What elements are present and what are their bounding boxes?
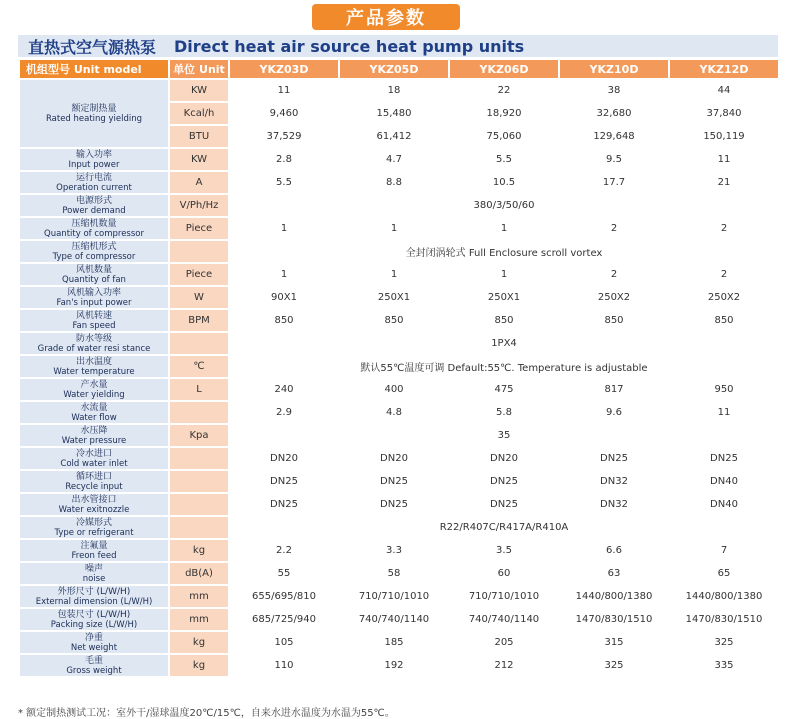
row-unit: mm [169,608,229,631]
cell: DN25 [339,470,449,493]
row-unit [169,447,229,470]
row-label-zh: 水流量 [80,402,108,413]
cell: 44 [669,79,779,102]
cell: 212 [449,654,559,677]
cell: 710/710/1010 [449,585,559,608]
row-unit: BTU [169,125,229,148]
row-label-zh: 电源形式 [75,195,112,206]
cell: 4.8 [339,401,449,424]
cell: 7 [669,539,779,562]
cell: 32,680 [559,102,669,125]
cell: DN20 [229,447,339,470]
table-row [19,631,779,654]
table-row [19,194,779,217]
row-label-en: Recycle input [65,481,123,492]
row-label-zh: 出水温度 [75,356,112,367]
cell: 1 [229,263,339,286]
cell: 3.3 [339,539,449,562]
cell: 22 [449,79,559,102]
row-unit: V/Ph/Hz [169,194,229,217]
cell: 740/740/1140 [339,608,449,631]
row-label-zh: 运行电流 [75,172,112,183]
cell: 335 [669,654,779,677]
row-label-en: Fan's input power [56,297,132,308]
header-bar [18,35,778,57]
table-row [19,309,779,332]
cell: DN25 [229,470,339,493]
row-label-zh: 风机转速 [75,310,112,321]
row-label-zh: 净重 [84,632,103,643]
row-label-power-demand [19,194,169,217]
cell-span: 35 [229,424,779,447]
row-label-en: Power demand [62,205,126,216]
cell: 9.6 [559,401,669,424]
cell: 11 [669,148,779,171]
row-label-en: Water exitnozzle [58,504,130,515]
table-row [19,585,779,608]
cell: 37,529 [229,125,339,148]
row-unit: kg [169,631,229,654]
row-unit [169,470,229,493]
row-label-water-yielding [19,378,169,401]
cell: 21 [669,171,779,194]
column-header-model-2: YKZ05D [339,59,449,79]
cell: 1 [339,263,449,286]
cell: DN25 [559,447,669,470]
row-label-en: Water yielding [63,389,125,400]
row-unit: dB(A) [169,562,229,585]
cell: 55 [229,562,339,585]
row-label-zh: 循环进口 [75,471,112,482]
cell: 475 [449,378,559,401]
cell: DN25 [229,493,339,516]
row-label-zh: 噪声 [84,563,103,574]
row-unit [169,401,229,424]
table-row [19,493,779,516]
cell: 58 [339,562,449,585]
cell: 250X2 [559,286,669,309]
row-label-compressor-type [19,240,169,263]
table-row [19,355,779,378]
table-row [19,539,779,562]
row-label-recycle-input [19,470,169,493]
table-row [19,217,779,240]
cell: 105 [229,631,339,654]
column-header-unit-model: 机组型号 Unit model [19,59,169,79]
column-header-unit: 单位 Unit [169,59,229,79]
cell: 2.9 [229,401,339,424]
row-label-external-dimension [19,585,169,608]
table-row [19,171,779,194]
cell: 37,840 [669,102,779,125]
row-label-zh: 水压降 [80,425,108,436]
row-label-net-weight [19,631,169,654]
cell: 240 [229,378,339,401]
row-label-en: Net weight [70,642,118,653]
cell: 15,480 [339,102,449,125]
column-header-model-3: YKZ06D [449,59,559,79]
row-unit: KW [169,148,229,171]
cell: 205 [449,631,559,654]
cell: 1 [449,263,559,286]
cell-span: 全封闭涡轮式 Full Enclosure scroll vortex [229,240,779,263]
cell: 2.2 [229,539,339,562]
row-label-fan-qty [19,263,169,286]
column-header-model-1: YKZ03D [229,59,339,79]
spec-body [19,79,779,677]
cell-span: 默认55℃温度可调 Default:55℃. Temperature is adjustable [229,355,779,378]
row-label-water-resistance [19,332,169,355]
row-label-zh: 风机数量 [75,264,112,275]
row-label-water-temperature [19,355,169,378]
table-row [19,516,779,539]
cell: 710/710/1010 [339,585,449,608]
row-unit [169,332,229,355]
table-row [19,79,779,102]
cell: 1440/800/1380 [559,585,669,608]
cell: DN25 [449,470,559,493]
cell: 17.7 [559,171,669,194]
row-label-refrigerant-type [19,516,169,539]
row-label-zh: 产水量 [80,379,108,390]
cell: 850 [559,309,669,332]
cell-span: 380/3/50/60 [229,194,779,217]
row-unit: Kcal/h [169,102,229,125]
row-label-en: Quantity of compressor [44,228,144,239]
row-label-packing-size [19,608,169,631]
row-label-zh: 防水等级 [75,333,112,344]
table-row [19,424,779,447]
row-unit: Kpa [169,424,229,447]
header-zh: 直热式空气源热泵 [28,37,157,57]
row-unit [169,516,229,539]
row-unit: kg [169,654,229,677]
cell: 90X1 [229,286,339,309]
row-unit: ℃ [169,355,229,378]
footnote: * 额定制热测试工况：室外干/湿球温度20℃/15℃，自来水进水温度为水温为55℃。 [18,708,395,719]
table-row [19,470,779,493]
cell: 150,119 [669,125,779,148]
row-label-en: Rated heating yielding [45,113,143,124]
row-unit [169,493,229,516]
row-label-en: Water pressure [61,435,127,446]
cell: 2 [669,263,779,286]
cell: 10.5 [449,171,559,194]
table-row [19,608,779,631]
row-label-zh: 风机输入功率 [66,287,121,298]
row-label-cold-water-inlet [19,447,169,470]
product-params-badge: 产品参数 [312,4,460,30]
row-label-zh: 额定制热量 [71,103,117,114]
row-label-water-pressure [19,424,169,447]
row-label-zh: 包装尺寸 (L/W/H) [57,609,131,620]
row-unit: BPM [169,309,229,332]
row-label-en: noise [82,573,106,584]
table-row [19,654,779,677]
cell: 8.8 [339,171,449,194]
cell: 5.5 [449,148,559,171]
table-row [19,148,779,171]
cell: 1 [339,217,449,240]
table-row [19,378,779,401]
row-label-en: Cold water inlet [60,458,128,469]
cell: 850 [449,309,559,332]
cell: 400 [339,378,449,401]
row-label-en: Water flow [71,412,117,423]
row-label-zh: 出水管接口 [71,494,117,505]
cell: 325 [559,654,669,677]
cell: 850 [669,309,779,332]
cell: 250X1 [449,286,559,309]
row-label-en: Freon feed [71,550,117,561]
cell: 850 [339,309,449,332]
table-row [19,286,779,309]
header-en: Direct heat air source heat pump units [174,36,525,56]
row-label-fan-speed [19,309,169,332]
cell: DN20 [339,447,449,470]
row-label-rated-heating [19,79,169,148]
row-label-zh: 毛重 [84,655,103,666]
cell: 18 [339,79,449,102]
row-label-en: Fan speed [72,320,116,331]
row-unit: Piece [169,217,229,240]
row-label-en: Type or refrigerant [54,527,134,538]
row-label-en: Grade of water resi stance [37,343,151,354]
row-label-water-flow [19,401,169,424]
row-label-zh: 外形尺寸 (L/W/H) [57,586,131,597]
cell: DN32 [559,470,669,493]
cell: 9,460 [229,102,339,125]
row-label-en: Packing size (L/W/H) [50,619,138,630]
row-label-water-exit-nozzle [19,493,169,516]
row-unit: Piece [169,263,229,286]
cell: 2 [559,217,669,240]
row-unit: L [169,378,229,401]
row-label-zh: 压缩机形式 [71,241,117,252]
cell: DN25 [339,493,449,516]
cell: 18,920 [449,102,559,125]
cell: 2.8 [229,148,339,171]
cell: 11 [669,401,779,424]
cell: 60 [449,562,559,585]
row-label-zh: 冷媒形式 [75,517,112,528]
row-label-noise [19,562,169,585]
cell: 129,648 [559,125,669,148]
cell: 63 [559,562,669,585]
cell: 61,412 [339,125,449,148]
cell: 1 [229,217,339,240]
table-row [19,240,779,263]
cell: 950 [669,378,779,401]
row-label-fan-power [19,286,169,309]
cell: 75,060 [449,125,559,148]
cell: DN25 [449,493,559,516]
row-label-gross-weight [19,654,169,677]
cell: 2 [559,263,669,286]
cell: DN32 [559,493,669,516]
cell: DN25 [669,447,779,470]
cell: DN40 [669,493,779,516]
cell: 740/740/1140 [449,608,559,631]
table-row [19,401,779,424]
cell: 1 [449,217,559,240]
row-unit: A [169,171,229,194]
cell: 38 [559,79,669,102]
row-label-en: Operation current [56,182,132,193]
table-row [19,447,779,470]
row-label-operation-current [19,171,169,194]
column-header-model-5: YKZ12D [669,59,779,79]
cell: 1470/830/1510 [669,608,779,631]
cell: 5.8 [449,401,559,424]
row-unit: W [169,286,229,309]
cell: 9.5 [559,148,669,171]
cell: 1440/800/1380 [669,585,779,608]
row-label-zh: 冷水进口 [75,448,112,459]
cell: 325 [669,631,779,654]
column-header-model-4: YKZ10D [559,59,669,79]
row-unit: kg [169,539,229,562]
cell: 655/695/810 [229,585,339,608]
row-unit: KW [169,79,229,102]
row-label-en: Input power [68,159,120,170]
cell: 250X1 [339,286,449,309]
row-label-input-power [19,148,169,171]
cell-span: R22/R407C/R417A/R410A [229,516,779,539]
cell: 6.6 [559,539,669,562]
cell: 65 [669,562,779,585]
cell: DN20 [449,447,559,470]
row-label-zh: 输入功率 [75,149,112,160]
table-row [19,332,779,355]
cell: 4.7 [339,148,449,171]
row-label-en: External dimension (L/W/H) [35,596,153,607]
cell: 110 [229,654,339,677]
cell: 250X2 [669,286,779,309]
row-label-compressor-qty [19,217,169,240]
row-unit [169,240,229,263]
spec-table [18,58,780,678]
row-label-zh: 注氟量 [80,540,108,551]
cell: 850 [229,309,339,332]
table-row [19,562,779,585]
cell: 11 [229,79,339,102]
cell-span: 1PX4 [229,332,779,355]
cell: 2 [669,217,779,240]
row-label-en: Gross weight [66,665,122,676]
cell: 315 [559,631,669,654]
cell: 1470/830/1510 [559,608,669,631]
row-unit: mm [169,585,229,608]
row-label-en: Type of compressor [52,251,136,262]
cell: 3.5 [449,539,559,562]
cell: 5.5 [229,171,339,194]
row-label-zh: 压缩机数量 [71,218,117,229]
cell: 192 [339,654,449,677]
cell: 817 [559,378,669,401]
row-label-en: Water temperature [53,366,135,377]
cell: DN40 [669,470,779,493]
row-label-freon-feed [19,539,169,562]
table-row [19,263,779,286]
row-label-en: Quantity of fan [62,274,126,285]
cell: 185 [339,631,449,654]
cell: 685/725/940 [229,608,339,631]
